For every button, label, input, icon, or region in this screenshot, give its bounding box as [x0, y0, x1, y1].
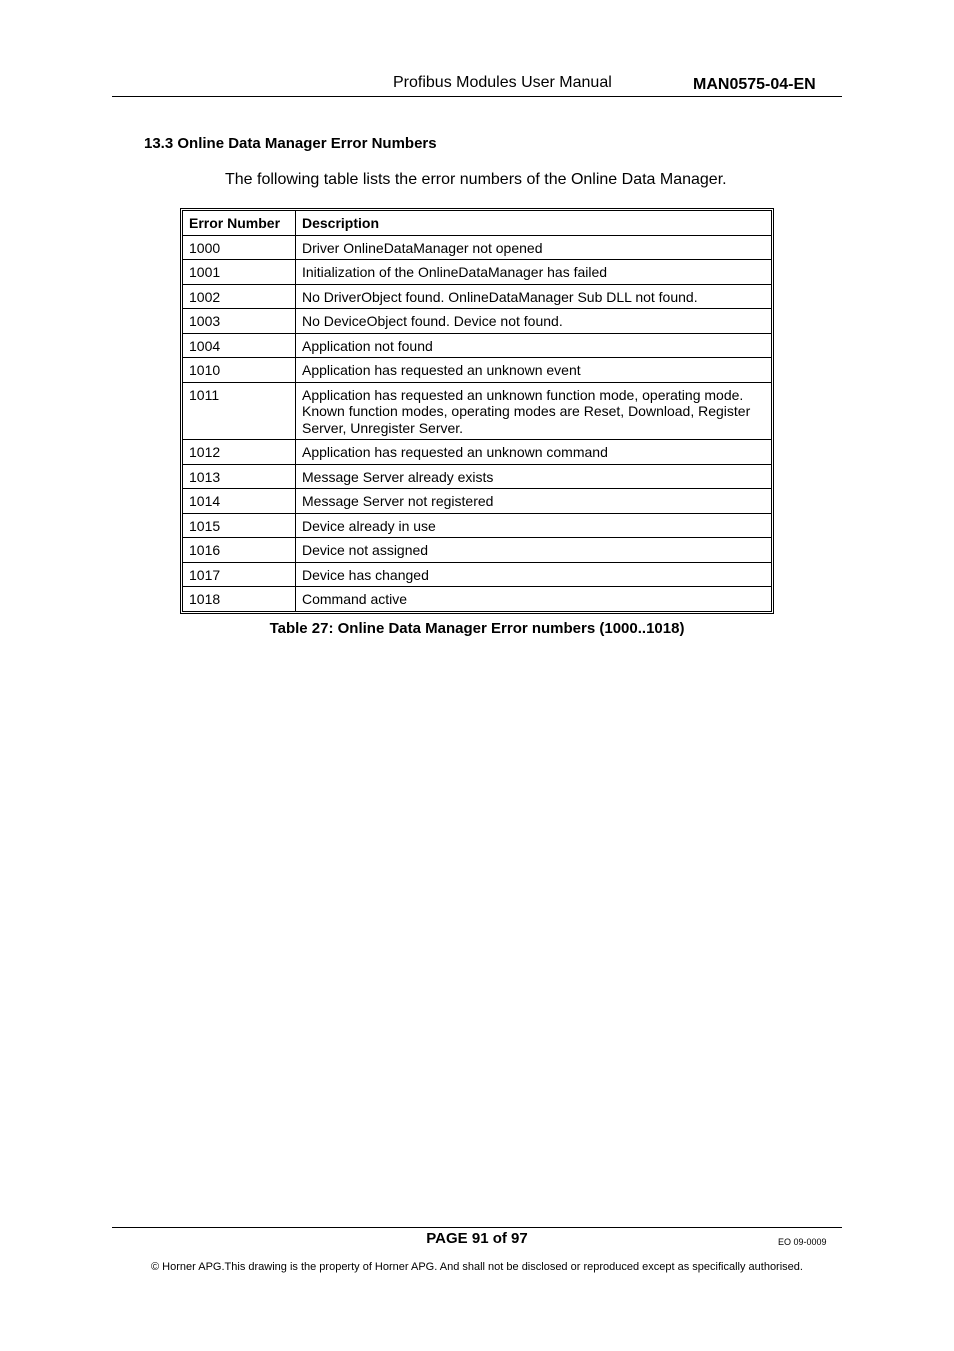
error-number-cell: 1013: [183, 464, 296, 489]
error-number-cell: 1001: [183, 260, 296, 285]
description-cell: Driver OnlineDataManager not opened: [296, 235, 772, 260]
table-header-row: [183, 211, 772, 236]
copyright-notice: © Horner APG.This drawing is the property of Horner APG. And shall not be disclosed or reproduced except as specifically authorised.: [151, 1261, 803, 1273]
error-number-cell: 1016: [183, 538, 296, 563]
table-row: [183, 333, 772, 358]
section-heading: 13.3 Online Data Manager Error Numbers: [144, 135, 437, 152]
description-cell: Command active: [296, 587, 772, 612]
description-cell: Device not assigned: [296, 538, 772, 563]
error-number-cell: 1017: [183, 562, 296, 587]
header-title: Profibus Modules User Manual: [393, 74, 612, 91]
table-row: [183, 587, 772, 612]
error-number-cell: 1012: [183, 440, 296, 465]
error-number-cell: 1004: [183, 333, 296, 358]
error-number-cell: 1000: [183, 235, 296, 260]
error-number-cell: 1003: [183, 309, 296, 334]
table-row: [183, 440, 772, 465]
description-cell: Initialization of the OnlineDataManager has failed: [296, 260, 772, 285]
description-cell: Message Server not registered: [296, 489, 772, 514]
page-number: PAGE 91 of 97: [426, 1230, 528, 1247]
table-row: [183, 309, 772, 334]
error-number-cell: 1018: [183, 587, 296, 612]
table-row: [183, 284, 772, 309]
error-number-cell: 1010: [183, 358, 296, 383]
table-row: [183, 260, 772, 285]
column-header-description: Description: [296, 211, 772, 236]
table-row: [183, 538, 772, 563]
error-numbers-table: [182, 210, 772, 612]
column-header-error-number: Error Number: [183, 211, 296, 236]
table-row: [183, 358, 772, 383]
description-cell: No DeviceObject found. Device not found.: [296, 309, 772, 334]
error-number-cell: 1015: [183, 513, 296, 538]
table-row: [183, 513, 772, 538]
table-row: [183, 562, 772, 587]
table-caption: Table 27: Online Data Manager Error numbers (1000..1018): [269, 620, 685, 637]
table-row: [183, 464, 772, 489]
table-row: [183, 235, 772, 260]
intro-paragraph: The following table lists the error numbers of the Online Data Manager.: [225, 171, 727, 188]
description-cell: Application has requested an unknown event: [296, 358, 772, 383]
description-cell: Application has requested an unknown function mode, operating mode. Known function modes, operating modes are Reset, Download, Register Server, Unregister Server.: [296, 382, 772, 440]
footer-divider: [112, 1227, 842, 1228]
error-number-cell: 1002: [183, 284, 296, 309]
header-divider: [112, 96, 842, 97]
table-row: [183, 489, 772, 514]
description-cell: Device already in use: [296, 513, 772, 538]
table-row: [183, 382, 772, 440]
description-cell: Application has requested an unknown command: [296, 440, 772, 465]
description-cell: Device has changed: [296, 562, 772, 587]
description-cell: Application not found: [296, 333, 772, 358]
error-number-cell: 1014: [183, 489, 296, 514]
error-table-frame: [180, 208, 774, 614]
error-number-cell: 1011: [183, 382, 296, 440]
document-code: MAN0575-04-EN: [693, 76, 816, 93]
description-cell: No DriverObject found. OnlineDataManager Sub DLL not found.: [296, 284, 772, 309]
description-cell: Message Server already exists: [296, 464, 772, 489]
eo-number: EO 09-0009: [778, 1237, 827, 1247]
